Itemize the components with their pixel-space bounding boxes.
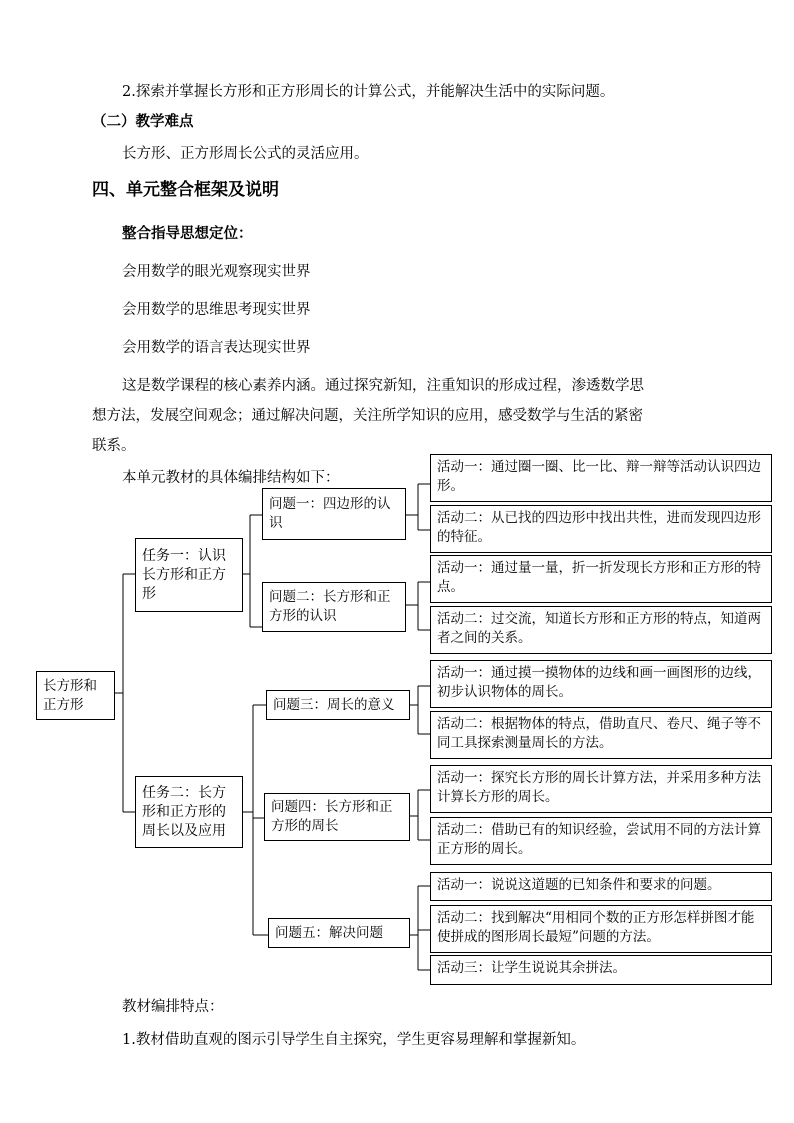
paragraph-line-1: 这是数学课程的核心素养内涵。通过探究新知，注重知识的形成过程，渗透数学思: [122, 378, 644, 394]
activity-5-2: 活动二：找到解决“用相同个数的正方形怎样拼图才能使拼成的图形周长最短”问题的方法。: [430, 905, 772, 953]
paragraph-line-3: 联系。: [92, 438, 136, 454]
feature-1: 1.教材借助直观的图示引导学生自主探究，学生更容易理解和掌握新知。: [122, 1032, 586, 1048]
activity-4-1: 活动一：探究长方形的周长计算方法，并采用多种方法计算长方形的周长。: [430, 765, 772, 813]
connector-q1-activities: [406, 484, 430, 530]
question-5-node: 问题五：解决问题: [268, 918, 410, 948]
connector-q4-activities: [410, 790, 430, 840]
task-1-node: 任务一：认识长方形和正方形: [135, 538, 243, 612]
difficulty-body: 长方形、正方形周长公式的灵活应用。: [122, 146, 369, 162]
task-2-node: 任务二：长方形和正方形的周长以及应用: [135, 776, 243, 848]
guide-line-2: 会用数学的思维思考现实世界: [122, 302, 311, 318]
structure-intro: 本单元教材的具体编排结构如下：: [122, 470, 340, 486]
activity-1-1: 活动一：通过圈一圈、比一比、辩一辩等活动认识四边形。: [430, 454, 772, 502]
connector-q2-activities: [406, 582, 430, 630]
root-node: 长方形和正方形: [36, 671, 115, 720]
connector-q5-activities: [410, 886, 430, 970]
question-4-node: 问题四：长方形和正方形的周长: [264, 793, 410, 841]
activity-4-2: 活动二：借助已有的知识经验，尝试用不同的方法计算正方形的周长。: [430, 817, 772, 865]
difficulty-heading: （二）教学难点: [92, 113, 194, 130]
guide-heading: 整合指导思想定位：: [122, 225, 253, 242]
guide-line-1: 会用数学的眼光观察现实世界: [122, 264, 311, 280]
question-1-node: 问题一：四边形的认识: [262, 488, 406, 540]
paragraph-line-2: 想方法，发展空间观念；通过解决问题，关注所学知识的应用，感受数学与生活的紧密: [92, 408, 643, 424]
question-3-node: 问题三：周长的意义: [266, 690, 410, 720]
activity-5-3: 活动三：让学生说说其余拼法。: [430, 955, 772, 985]
guide-line-3: 会用数学的语言表达现实世界: [122, 340, 311, 356]
activity-3-1: 活动一：通过摸一摸物体的边线和画一画图形的边线，初步认识物体的周长。: [430, 660, 772, 708]
activity-3-2: 活动二：根据物体的特点，借助直尺、卷尺、绳子等不同工具探索测量周长的方法。: [430, 711, 772, 759]
activity-2-1: 活动一：通过量一量，折一折发现长方形和正方形的特点。: [430, 555, 772, 603]
objective-2: 2.探索并掌握长方形和正方形周长的计算公式，并能解决生活中的实际问题。: [122, 84, 615, 100]
question-2-node: 问题二：长方形和正方形的认识: [262, 582, 406, 632]
section-heading: 四、单元整合框架及说明: [92, 180, 279, 200]
connector-task1-questions: [243, 515, 262, 627]
connector-root-tasks: [115, 574, 135, 812]
activity-1-2: 活动二：从已找的四边形中找出共性，进而发现四边形的特征。: [430, 505, 772, 553]
features-heading: 教材编排特点：: [122, 999, 224, 1015]
activity-2-2: 活动二：过交流，知道长方形和正方形的特点，知道两者之间的关系。: [430, 606, 772, 654]
connector-q3-activities: [410, 686, 430, 734]
activity-5-1: 活动一：说说这道题的已知条件和要求的问题。: [430, 872, 772, 901]
